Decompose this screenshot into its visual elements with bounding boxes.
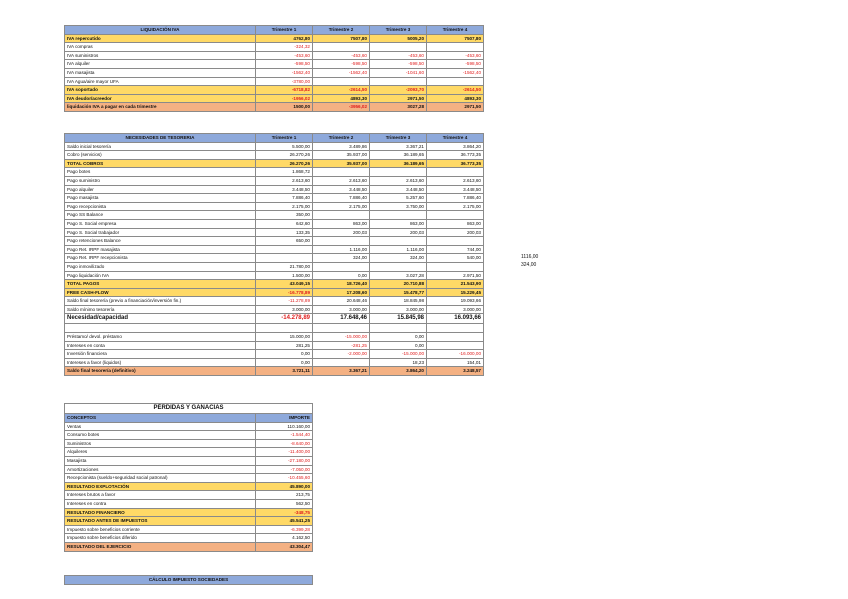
- row-label: Impuesto sobre beneficios diferido: [65, 534, 256, 543]
- quarter-value: 4893,30: [427, 94, 484, 103]
- quarter-value: -324,32: [256, 43, 313, 52]
- quarter-value: 3.864,20: [427, 142, 484, 151]
- treasury-row: [65, 324, 484, 333]
- quarter-value: [313, 324, 370, 333]
- quarter-value: -16.000,00: [427, 350, 484, 359]
- quarter-value: -453,60: [370, 51, 427, 60]
- quarter-value: -453,60: [427, 51, 484, 60]
- quarter-value: [313, 168, 370, 177]
- quarter-value: 5.257,60: [370, 194, 427, 203]
- quarter-value: [313, 211, 370, 220]
- quarter-value: 324,00: [313, 254, 370, 263]
- quarter-value: 200,03: [427, 228, 484, 237]
- quarter-value: 3027,28: [370, 103, 427, 112]
- amount-value: -10.455,60: [256, 474, 313, 483]
- row-label: Recepcionista (sueldo+seguridad social patronal): [65, 474, 256, 483]
- iva-row: [65, 43, 484, 52]
- row-label: IVA alquiler: [65, 60, 256, 69]
- row-label: IVA suministros: [65, 51, 256, 60]
- quarter-value: 35.937,00: [313, 151, 370, 160]
- amount-value: 45.541,25: [256, 517, 313, 526]
- amount-value: 562,50: [256, 499, 313, 508]
- quarter-value: -11.278,89: [256, 297, 313, 306]
- quarter-value: 26.270,26: [256, 159, 313, 168]
- quarter-value: 43.049,15: [256, 280, 313, 289]
- row-label: Consumo botes: [65, 431, 256, 440]
- quarter-value: 18.845,98: [370, 297, 427, 306]
- quarter-value: -281,25: [313, 341, 370, 350]
- row-label: TOTAL PAGOS: [65, 280, 256, 289]
- amount-value: -1.544,40: [256, 431, 313, 440]
- quarter-value: 2.175,00: [427, 202, 484, 211]
- iva-row: [65, 68, 484, 77]
- row-label: Pago botes: [65, 168, 256, 177]
- quarter-value: 650,00: [256, 237, 313, 246]
- row-label: Alquileres: [65, 448, 256, 457]
- pyg-title: PÉRDIDAS Y GANACIAS: [65, 404, 313, 414]
- row-label: Saldo inicial tesorería: [65, 142, 256, 151]
- row-label: Pago liquidación IVA: [65, 271, 256, 280]
- quarter-value: -1562,40: [256, 68, 313, 77]
- treasury-header-cell: Trimestre 2: [313, 134, 370, 143]
- quarter-value: 7.886,40: [427, 194, 484, 203]
- treasury-row: [65, 151, 484, 160]
- treasury-row: [65, 314, 484, 324]
- iva-header-cell: LIQUIDACIÓN IVA: [65, 26, 256, 35]
- row-label: RESULTADO ANTES DE IMPUESTOS: [65, 517, 256, 526]
- treasury-row: [65, 194, 484, 203]
- quarter-value: 3.448,50: [370, 185, 427, 194]
- quarter-value: [370, 77, 427, 86]
- quarter-value: 3.448,50: [313, 185, 370, 194]
- quarter-value: [313, 237, 370, 246]
- quarter-value: 3.750,00: [370, 202, 427, 211]
- quarter-value: [427, 262, 484, 271]
- quarter-value: -598,50: [370, 60, 427, 69]
- quarter-value: 15.229,45: [427, 288, 484, 297]
- quarter-value: 17.648,46: [313, 314, 370, 324]
- quarter-value: 0,00: [256, 358, 313, 367]
- amount-value: 4.162,50: [256, 534, 313, 543]
- quarter-value: [370, 211, 427, 220]
- row-label: RESULTADO DEL EJERCICIO: [65, 542, 256, 551]
- quarter-value: 7.886,40: [256, 194, 313, 203]
- amount-value: -348,75: [256, 508, 313, 517]
- treasury-row: [65, 333, 484, 342]
- row-label: Amortizaciones: [65, 465, 256, 474]
- quarter-value: 3.367,21: [313, 367, 370, 376]
- quarter-value: [427, 333, 484, 342]
- row-label: Necesidad/capacidad: [65, 314, 256, 324]
- quarter-value: 3.000,00: [256, 305, 313, 314]
- pyg-row: [65, 542, 313, 551]
- quarter-value: -1562,40: [313, 68, 370, 77]
- pyg-header-cell: IMPORTE: [256, 414, 313, 423]
- amount-value: -11.400,00: [256, 448, 313, 457]
- quarter-value: [313, 77, 370, 86]
- pyg-row: [65, 491, 313, 500]
- row-label: Pago retenciones Balance: [65, 237, 256, 246]
- quarter-value: [427, 211, 484, 220]
- quarter-value: 3.721,11: [256, 367, 313, 376]
- treasury-needs-table: [64, 133, 484, 376]
- quarter-value: 15.845,98: [370, 314, 427, 324]
- row-label: Pago inmovilizado: [65, 262, 256, 271]
- quarter-value: 540,00: [427, 254, 484, 263]
- quarter-value: 18.726,40: [313, 280, 370, 289]
- quarter-value: -2614,50: [427, 86, 484, 95]
- quarter-value: [256, 254, 313, 263]
- iva-row: [65, 94, 484, 103]
- quarter-value: 3.448,50: [256, 185, 313, 194]
- iva-row: [65, 51, 484, 60]
- treasury-row: [65, 288, 484, 297]
- pyg-row: [65, 517, 313, 526]
- quarter-value: -2093,70: [370, 86, 427, 95]
- quarter-value: [427, 324, 484, 333]
- quarter-value: [313, 358, 370, 367]
- row-label: Ventas: [65, 422, 256, 431]
- row-label: IVA masajista: [65, 68, 256, 77]
- quarter-value: 2971,50: [427, 103, 484, 112]
- treasury-header-row: [65, 134, 484, 143]
- quarter-value: -14.278,89: [256, 314, 313, 324]
- quarter-value: -6718,82: [256, 86, 313, 95]
- quarter-value: 350,00: [256, 211, 313, 220]
- row-label: Intereses en conta: [65, 341, 256, 350]
- quarter-value: [427, 77, 484, 86]
- quarter-value: 2.175,00: [313, 202, 370, 211]
- treasury-row: [65, 350, 484, 359]
- quarter-value: 1500,00: [256, 103, 313, 112]
- quarter-value: 3.248,57: [427, 367, 484, 376]
- pyg-row: [65, 456, 313, 465]
- quarter-value: 35.937,00: [313, 159, 370, 168]
- quarter-value: [427, 168, 484, 177]
- pyg-row: [65, 482, 313, 491]
- row-label: Saldo mínimo tesorería: [65, 305, 256, 314]
- quarter-value: -16.778,89: [256, 288, 313, 297]
- quarter-value: 4762,80: [256, 34, 313, 43]
- amount-value: 213,75: [256, 491, 313, 500]
- quarter-value: [370, 43, 427, 52]
- row-label: Pago recepcionista: [65, 202, 256, 211]
- quarter-value: -15.000,00: [370, 350, 427, 359]
- row-label: Pago S. Social trabajador: [65, 228, 256, 237]
- row-label: Intereses en contra: [65, 499, 256, 508]
- quarter-value: 200,03: [370, 228, 427, 237]
- iva-header-cell: Trimestre 1: [256, 26, 313, 35]
- quarter-value: [427, 43, 484, 52]
- quarter-value: 36.773,35: [427, 151, 484, 160]
- quarter-value: [427, 341, 484, 350]
- quarter-value: 16.093,66: [427, 314, 484, 324]
- amount-value: 43.304,47: [256, 542, 313, 551]
- profit-loss-table: [64, 403, 313, 552]
- quarter-value: 2.613,60: [313, 176, 370, 185]
- pyg-row: [65, 534, 313, 543]
- quarter-value: 863,00: [313, 219, 370, 228]
- row-label: Intereses brutos a favor: [65, 491, 256, 500]
- quarter-value: 4893,30: [313, 94, 370, 103]
- quarter-value: -1041,60: [370, 68, 427, 77]
- pyg-row: [65, 431, 313, 440]
- row-label: Saldo final tesorería (definitivo): [65, 367, 256, 376]
- quarter-value: 200,03: [313, 228, 370, 237]
- row-label: RESULTADO FINANCIERO: [65, 508, 256, 517]
- iva-header-cell: Trimestre 3: [370, 26, 427, 35]
- row-label: Impuesto sobre beneficios corriente: [65, 525, 256, 534]
- quarter-value: 20.710,88: [370, 280, 427, 289]
- iva-header-cell: Trimestre 4: [427, 26, 484, 35]
- quarter-value: 17.208,60: [313, 288, 370, 297]
- treasury-row: [65, 211, 484, 220]
- row-label: Pago S. Social empresa: [65, 219, 256, 228]
- quarter-value: 2.175,00: [256, 202, 313, 211]
- quarter-value: 3.000,00: [313, 305, 370, 314]
- quarter-value: 3.367,21: [370, 142, 427, 151]
- pyg-header-cell: CONCEPTOS: [65, 414, 256, 423]
- quarter-value: -453,60: [256, 51, 313, 60]
- treasury-header-cell: Trimestre 4: [427, 134, 484, 143]
- iva-row: [65, 60, 484, 69]
- row-label: Saldo final tesorería (previo a financiación/inversión fin.): [65, 297, 256, 306]
- amount-value: -6.399,28: [256, 525, 313, 534]
- quarter-value: -3956,02: [313, 103, 370, 112]
- corporate-tax-header-row: [65, 576, 313, 585]
- treasury-row: [65, 297, 484, 306]
- quarter-value: 133,35: [256, 228, 313, 237]
- quarter-value: -598,50: [313, 60, 370, 69]
- row-label: Pago SS Balance: [65, 211, 256, 220]
- row-label: Pago Ret. IRPF masajista: [65, 245, 256, 254]
- quarter-value: 21.780,00: [256, 262, 313, 271]
- iva-row: [65, 86, 484, 95]
- quarter-value: 19.093,66: [427, 297, 484, 306]
- iva-row: [65, 77, 484, 86]
- amount-value: -8.640,00: [256, 439, 313, 448]
- quarter-value: 7507,80: [313, 34, 370, 43]
- pyg-title-row: [65, 404, 313, 414]
- quarter-value: 863,00: [370, 219, 427, 228]
- pyg-row: [65, 508, 313, 517]
- row-label: FREE CASH-FLOW: [65, 288, 256, 297]
- quarter-value: 3.448,50: [427, 185, 484, 194]
- quarter-value: [427, 237, 484, 246]
- quarter-value: 2.613,60: [370, 176, 427, 185]
- row-label: Suministros: [65, 439, 256, 448]
- quarter-value: -453,60: [313, 51, 370, 60]
- quarter-value: 0,00: [370, 341, 427, 350]
- quarter-value: 642,60: [256, 219, 313, 228]
- quarter-value: 3.027,28: [370, 271, 427, 280]
- quarter-value: -598,50: [427, 60, 484, 69]
- row-label: [65, 324, 256, 333]
- quarter-value: -598,50: [256, 60, 313, 69]
- pyg-row: [65, 525, 313, 534]
- quarter-value: [370, 237, 427, 246]
- quarter-value: -2.000,00: [313, 350, 370, 359]
- quarter-value: 21.543,90: [427, 280, 484, 289]
- quarter-value: 26.270,26: [256, 151, 313, 160]
- row-label: TOTAL COBROS: [65, 159, 256, 168]
- quarter-value: 5.500,00: [256, 142, 313, 151]
- quarter-value: -1562,40: [427, 68, 484, 77]
- treasury-row: [65, 341, 484, 350]
- quarter-value: 863,00: [427, 219, 484, 228]
- amount-value: 110.160,00: [256, 422, 313, 431]
- quarter-value: 0,00: [370, 333, 427, 342]
- quarter-value: 3.000,00: [370, 305, 427, 314]
- row-label: Pago suministro: [65, 176, 256, 185]
- row-label: IVA repercutido: [65, 34, 256, 43]
- quarter-value: 36.189,65: [370, 151, 427, 160]
- quarter-value: 1.116,00: [313, 245, 370, 254]
- quarter-value: 7507,80: [427, 34, 484, 43]
- treasury-row: [65, 159, 484, 168]
- pyg-row: [65, 474, 313, 483]
- quarter-value: 154,01: [427, 358, 484, 367]
- quarter-value: 1.868,72: [256, 168, 313, 177]
- quarter-value: 15.478,77: [370, 288, 427, 297]
- amount-value: -27.180,00: [256, 456, 313, 465]
- treasury-row: [65, 219, 484, 228]
- quarter-value: [313, 43, 370, 52]
- row-label: IVA Agua/aire mayor UFA: [65, 77, 256, 86]
- quarter-value: 18,23: [370, 358, 427, 367]
- pyg-row: [65, 422, 313, 431]
- quarter-value: -3780,00: [256, 77, 313, 86]
- treasury-row: [65, 176, 484, 185]
- treasury-row: [65, 305, 484, 314]
- treasury-row: [65, 142, 484, 151]
- quarter-value: -15.000,00: [313, 333, 370, 342]
- row-label: Masajista: [65, 456, 256, 465]
- iva-header-cell: Trimestre 2: [313, 26, 370, 35]
- quarter-value: [370, 262, 427, 271]
- row-label: IVA deudor/acreedor: [65, 94, 256, 103]
- quarter-value: [370, 168, 427, 177]
- quarter-value: 1.116,00: [370, 245, 427, 254]
- row-label: Inversión financiera: [65, 350, 256, 359]
- pyg-row: [65, 448, 313, 457]
- quarter-value: 3.000,00: [427, 305, 484, 314]
- quarter-value: [256, 245, 313, 254]
- row-label: liquidación IVA a pagar en cada trimestre: [65, 103, 256, 112]
- quarter-value: -1956,02: [256, 94, 313, 103]
- treasury-row: [65, 262, 484, 271]
- side-note: 324,00: [521, 262, 537, 268]
- treasury-row: [65, 168, 484, 177]
- corporate-tax-title: CÁLCULO IMPUESTO SOCIEDADES: [65, 576, 313, 585]
- quarter-value: [256, 324, 313, 333]
- quarter-value: 5005,20: [370, 34, 427, 43]
- quarter-value: 1.500,00: [256, 271, 313, 280]
- pyg-row: [65, 465, 313, 474]
- quarter-value: 2.971,50: [427, 271, 484, 280]
- corporate-tax-table: [64, 575, 313, 585]
- treasury-row: [65, 202, 484, 211]
- quarter-value: 7.886,40: [313, 194, 370, 203]
- quarter-value: 0,00: [313, 271, 370, 280]
- iva-liquidation-table: [64, 25, 484, 112]
- row-label: Intereses a favor (liquidos): [65, 358, 256, 367]
- quarter-value: 281,25: [256, 341, 313, 350]
- iva-row: [65, 34, 484, 43]
- treasury-row: [65, 245, 484, 254]
- row-label: Pago Ret. IRPF recepcionista: [65, 254, 256, 263]
- row-label: Pago masajista: [65, 194, 256, 203]
- quarter-value: 3.864,20: [370, 367, 427, 376]
- side-note: 1116,00: [521, 254, 539, 260]
- pyg-row: [65, 439, 313, 448]
- iva-row: [65, 103, 484, 112]
- treasury-row: [65, 271, 484, 280]
- treasury-row: [65, 228, 484, 237]
- amount-value: 45.890,00: [256, 482, 313, 491]
- quarter-value: 2.613,60: [256, 176, 313, 185]
- quarter-value: 0,00: [256, 350, 313, 359]
- quarter-value: [313, 262, 370, 271]
- iva-header-row: [65, 26, 484, 35]
- quarter-value: [370, 324, 427, 333]
- treasury-row: [65, 237, 484, 246]
- quarter-value: 2.613,60: [427, 176, 484, 185]
- quarter-value: 15.000,00: [256, 333, 313, 342]
- amount-value: -7.050,00: [256, 465, 313, 474]
- row-label: IVA compras: [65, 43, 256, 52]
- pyg-header-row: [65, 414, 313, 423]
- treasury-row: [65, 185, 484, 194]
- row-label: RESULTADO EXPLOTACIÓN: [65, 482, 256, 491]
- quarter-value: -2614,50: [313, 86, 370, 95]
- quarter-value: 36.189,65: [370, 159, 427, 168]
- quarter-value: 36.773,35: [427, 159, 484, 168]
- quarter-value: 324,00: [370, 254, 427, 263]
- quarter-value: 3.489,86: [313, 142, 370, 151]
- row-label: Préstamo/ devol. préstamo: [65, 333, 256, 342]
- treasury-row: [65, 358, 484, 367]
- quarter-value: 744,00: [427, 245, 484, 254]
- quarter-value: 20.648,46: [313, 297, 370, 306]
- quarter-value: 2971,50: [370, 94, 427, 103]
- treasury-header-cell: NECESIDADES DE TESORERIA: [65, 134, 256, 143]
- treasury-row: [65, 280, 484, 289]
- treasury-header-cell: Trimestre 1: [256, 134, 313, 143]
- pyg-row: [65, 499, 313, 508]
- treasury-header-cell: Trimestre 3: [370, 134, 427, 143]
- treasury-row: [65, 367, 484, 376]
- row-label: Cobro (servicios): [65, 151, 256, 160]
- row-label: Pago alquiler: [65, 185, 256, 194]
- treasury-row: [65, 254, 484, 263]
- row-label: IVA soportado: [65, 86, 256, 95]
